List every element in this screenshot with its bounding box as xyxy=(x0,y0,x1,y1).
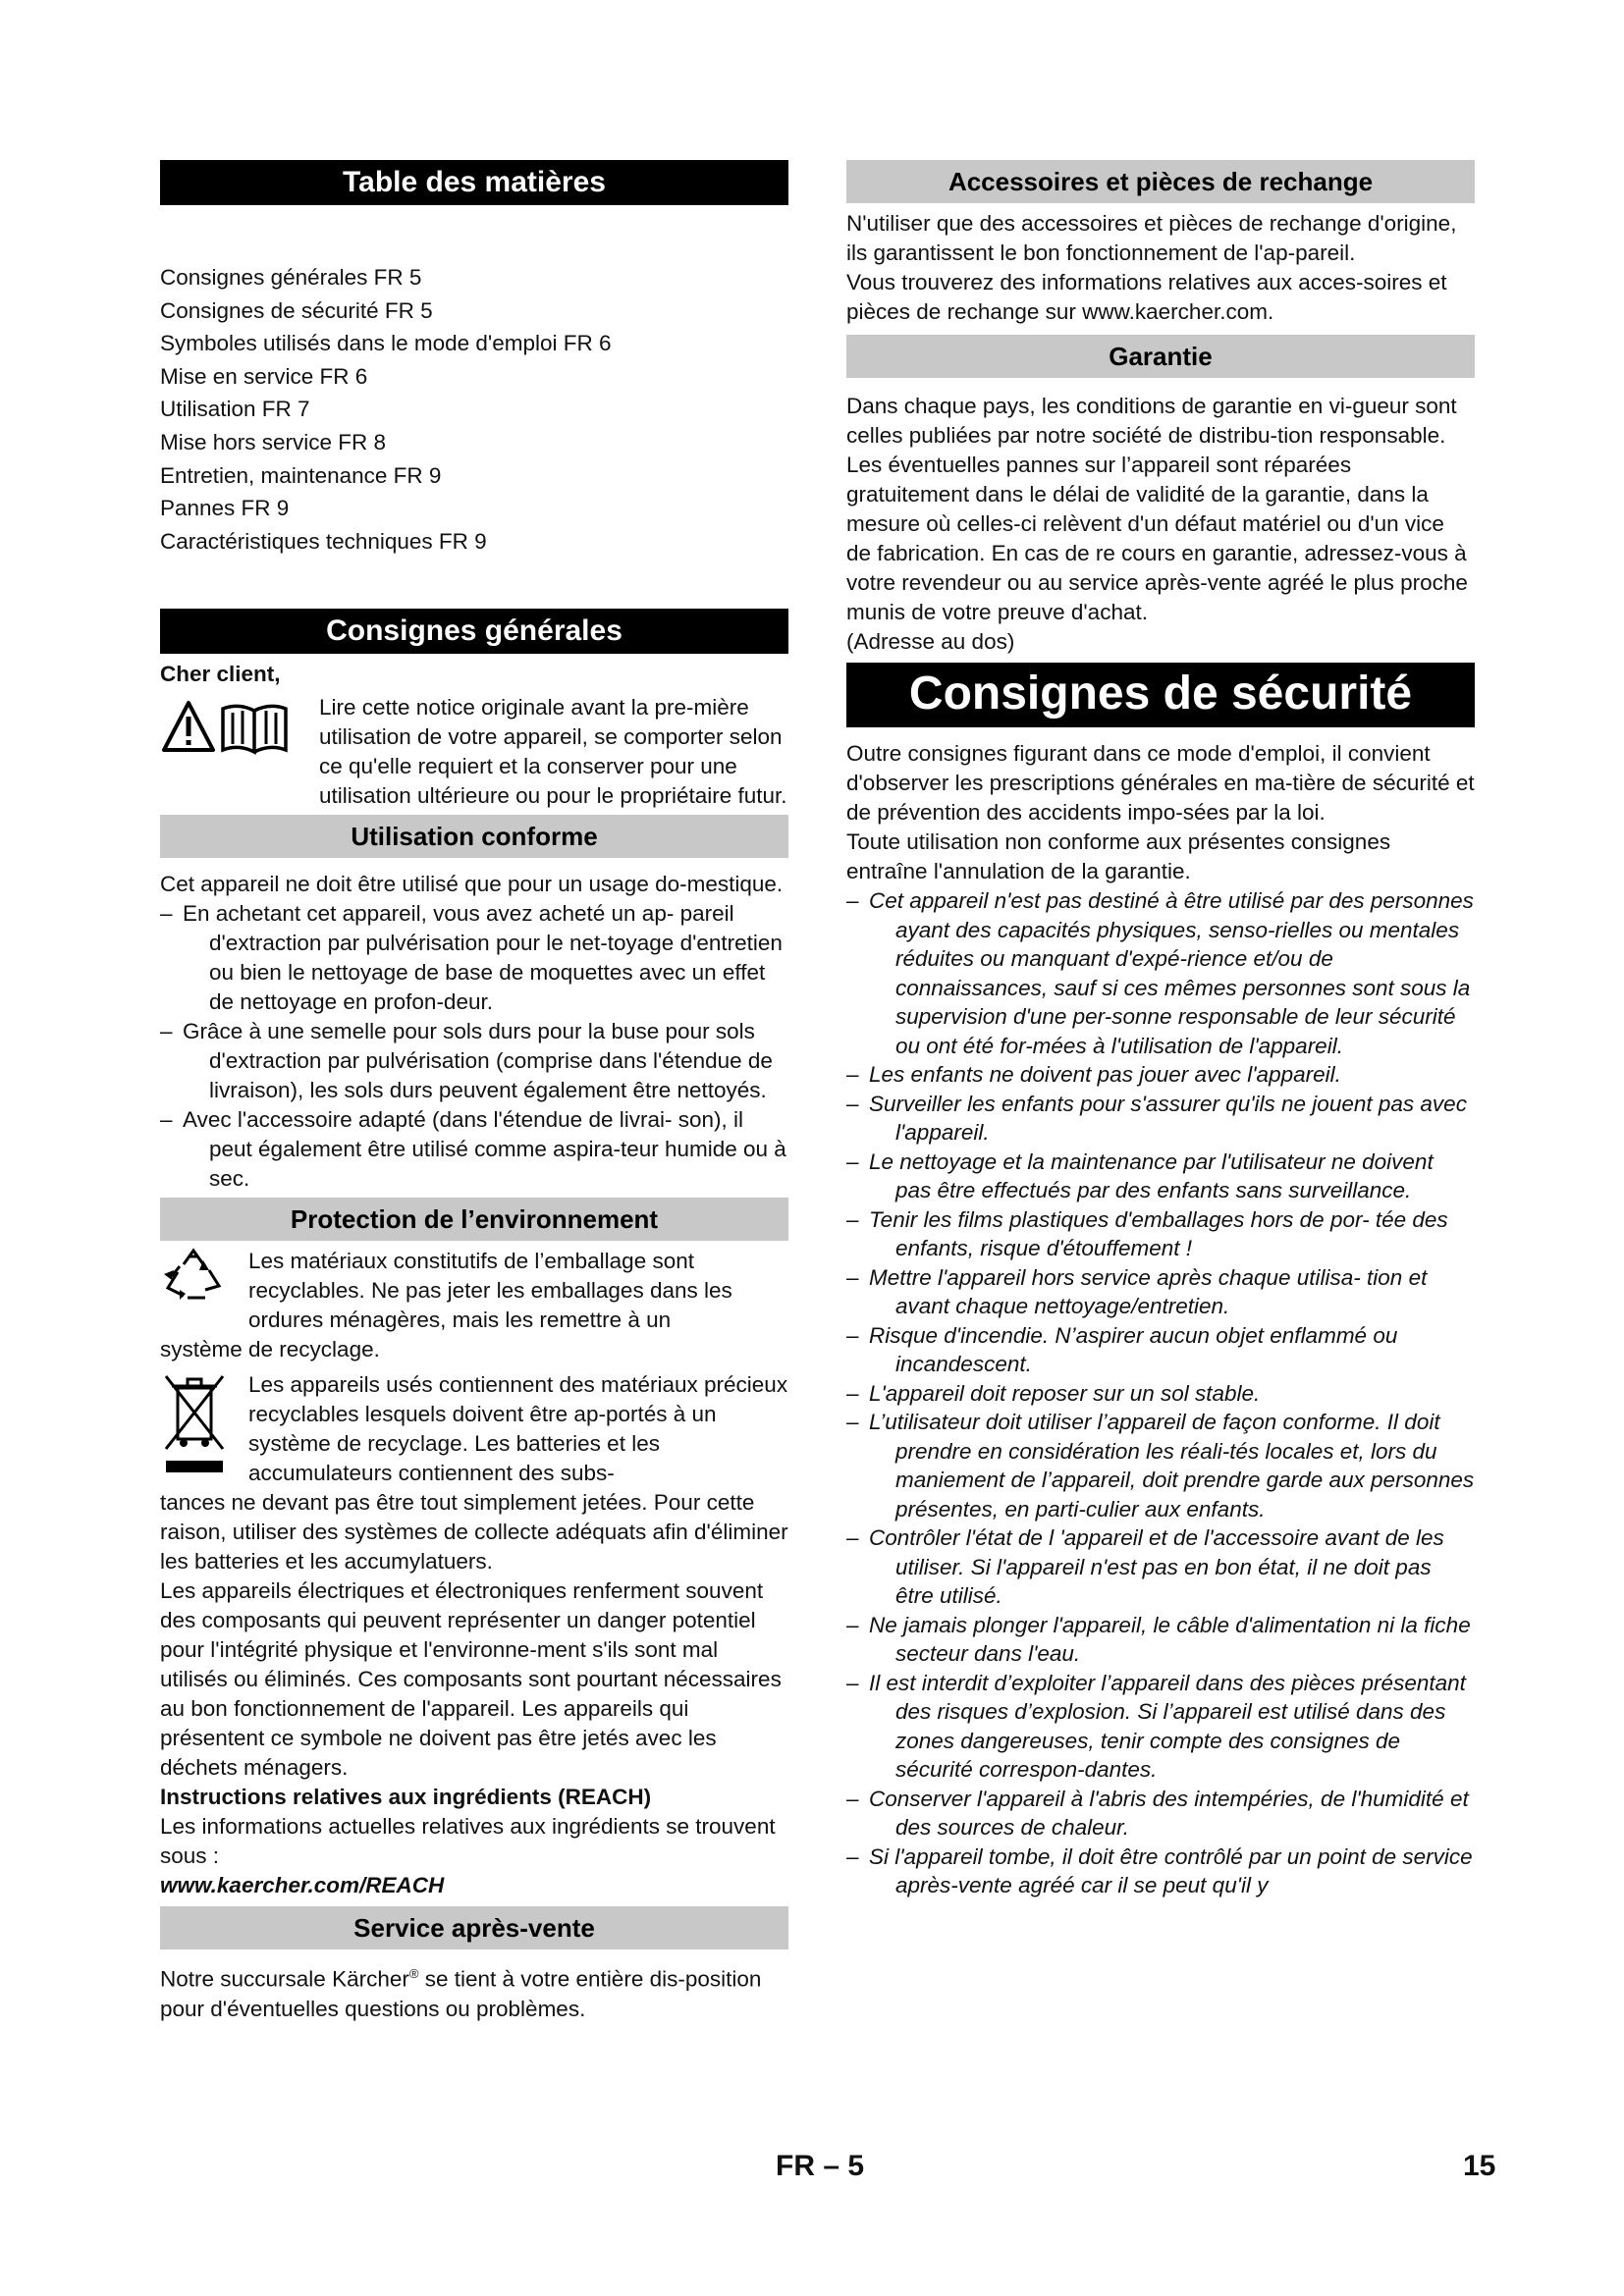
accessories-paragraph: Vous trouverez des informations relatives aux acces-soires et pièces de rechange sur www.kaercher.com. xyxy=(846,270,1447,324)
toc-item: Symboles utilisés dans le mode d'emploi FR 6 xyxy=(160,331,612,356)
page-number: 15 xyxy=(1463,2150,1496,2182)
warning-manual-icon xyxy=(160,693,319,761)
use-paragraph: Cet appareil ne doit être utilisé que pour un usage do-mestique. xyxy=(160,872,784,897)
list-item: – Grâce à une semelle pour sols durs pour la buse pour sols d'extraction par pulvérisation (comprise dans l'étendue de livraison), les sols durs peuvent également être nettoyés. xyxy=(160,1017,788,1105)
warranty-heading: Garantie xyxy=(846,335,1475,378)
list-item: – Les enfants ne doivent pas jouer avec l'appareil. xyxy=(846,1060,1475,1090)
accessories-heading: Accessoires et pièces de rechange xyxy=(846,160,1475,203)
toc-item: Consignes de sécurité FR 5 xyxy=(160,297,433,323)
list-item: – Surveiller les enfants pour s'assurer qu'ils ne jouent pas avec l'appareil. xyxy=(846,1090,1475,1148)
electronics-paragraph: Les appareils électriques et électroniques renferment souvent des composants qui peuvent représenter un danger potentiel pour l'intégrité physique et l'environne-ment s'ils sont mal utilisés ou éliminés. Ces composants sont pourtant nécessaires au bon fonctionnement de l'appareil. Les appareils qui présentent ce symbole ne doivent pas être jetés avec les déchets ménagers. xyxy=(160,1578,782,1781)
recycle-block xyxy=(160,1247,788,1335)
environment-heading: Protection de l’environnement xyxy=(160,1198,788,1241)
recycle-tail: système de recyclage. xyxy=(160,1337,380,1362)
safety-heading: Consignes de sécurité xyxy=(846,663,1475,727)
warranty-address: (Adresse au dos) xyxy=(846,629,1015,654)
toc-item: Caractéristiques techniques FR 9 xyxy=(160,528,487,554)
toc-item: Mise hors service FR 8 xyxy=(160,429,387,454)
list-item: – L’utilisateur doit utiliser l’appareil de façon conforme. Il doit prendre en considération les réali-tés locales et, lors du maniement de l’appareil, doit prendre garde aux personnes présentes, en parti-culier aux enfants. xyxy=(846,1408,1475,1523)
recycle-icon xyxy=(160,1247,248,1310)
crossed-bin-icon xyxy=(160,1370,248,1483)
list-item: – Ne jamais plonger l'appareil, le câble d'alimentation ni la fiche secteur dans l'eau. xyxy=(846,1611,1475,1669)
general-intro xyxy=(160,693,788,811)
list-item: – Conserver l'appareil à l'abris des intempéries, de l'humidité et des sources de chaleur. xyxy=(846,1785,1475,1842)
right-column xyxy=(846,160,1475,1900)
warranty-paragraph: Dans chaque pays, les conditions de garantie en vi-gueur sont celles publiées par notre société de distribu-tion responsable. Les éventuelles pannes sur l’appareil sont réparées gratuitement dans le délai de validité de la garantie, dans la mesure où celles-ci relèvent d'un défaut matériel ou d'un vice de fabrication. En cas de re cours en garantie, adressez-vous à votre revendeur ou au service après-vente agréé le plus proche munis de votre preuve d'achat. xyxy=(846,394,1468,624)
list-item: – Le nettoyage et la maintenance par l'utilisateur ne doivent pas être effectués par des enfants sans surveillance. xyxy=(846,1148,1475,1205)
weee-text: Les appareils usés contiennent des matériaux précieux recyclables lesquels doivent être ap-portés à un système de recyclage. Les batteries et les accumulateurs contiennent des subs- xyxy=(248,1372,788,1486)
toc-item: Entretien, maintenance FR 9 xyxy=(160,462,442,488)
service-heading: Service après-vente xyxy=(160,1906,788,1949)
toc-list xyxy=(160,261,788,558)
reach-link[interactable]: www.kaercher.com/REACH xyxy=(160,1873,445,1898)
list-item: – Avec l'accessoire adapté (dans l'étendue de livrai- son), il peut également être utilisé comme aspira-teur humide ou à sec. xyxy=(160,1105,788,1194)
weee-tail: tances ne devant pas être tout simplement jetées. Pour cette raison, utiliser des systèmes de collecte adéquats afin d'éliminer les batteries et les accumylatuers. xyxy=(160,1490,788,1575)
accessories-paragraph: N'utiliser que des accessoires et pièces de rechange d'origine, ils garantissent le bon fonctionnement de l'ap-pareil. xyxy=(846,211,1457,265)
list-item: – Si l'appareil tombe, il doit être contrôlé par un point de service après-vente agréé car il se peut qu'il y xyxy=(846,1842,1475,1900)
toc-heading: Table des matières xyxy=(160,160,788,205)
toc-item: Pannes FR 9 xyxy=(160,496,290,521)
section-label: FR – 5 xyxy=(776,2150,865,2182)
list-item: – Il est interdit d’exploiter l’appareil dans des pièces présentant des risques d’explosion. Si l’appareil est utilisé dans des zones dangereuses, tenir compte des consignes de sécurité correspon-dantes. xyxy=(846,1669,1475,1785)
toc-item: Utilisation FR 7 xyxy=(160,397,310,422)
reach-title: Instructions relatives aux ingrédients (REACH) xyxy=(160,1785,652,1810)
general-heading: Consignes générales xyxy=(160,609,788,654)
safety-list xyxy=(846,886,1475,1900)
safety-paragraph: Toute utilisation non conforme aux présentes consignes entraîne l'annulation de la garantie. xyxy=(846,829,1391,883)
use-heading: Utilisation conforme xyxy=(160,815,788,858)
toc-item: Consignes générales FR 5 xyxy=(160,265,422,290)
safety-paragraph: Outre consignes figurant dans ce mode d'emploi, il convient d'observer les prescriptions générales en ma-tière de sécurité et de prévention des accidents impo-sées par la loi. xyxy=(846,741,1475,825)
left-column xyxy=(160,160,788,2024)
intro-text: Lire cette notice originale avant la pre-mière utilisation de votre appareil, se comporter selon ce qu'elle requiert et la conserver pour une utilisation ultérieure ou pour le propriétaire futur. xyxy=(319,695,787,809)
list-item: – Cet appareil n'est pas destiné à être utilisé par des personnes ayant des capacités physiques, senso-rielles ou mentales réduites ou manquant d'expé-rience et/ou de connaissances, sauf si ces mêmes personnes sont sous la supervision d'une per-sonne responsable de leur sécurité ou ont été for-mées à l'utilisation de l'appareil. xyxy=(846,886,1475,1060)
toc-item: Mise en service FR 6 xyxy=(160,363,368,389)
greeting: Cher client, xyxy=(160,662,281,687)
list-item: – Risque d'incendie. N’aspirer aucun objet enflammé ou incandescent. xyxy=(846,1321,1475,1379)
list-item: – Contrôler l'état de l 'appareil et de l'accessoire avant de les utiliser. Si l'appareil n'est pas en bon état, il ne doit pas être utilisé. xyxy=(846,1523,1475,1611)
list-item: – Mettre l'appareil hors service après chaque utilisa- tion et avant chaque nettoyage/entretien. xyxy=(846,1263,1475,1321)
weee-block xyxy=(160,1370,788,1488)
list-item: – En achetant cet appareil, vous avez acheté un ap- pareil d'extraction par pulvérisation pour le net-toyage d'entretien ou bien le nettoyage de base de moquettes avec un effet de nettoyage en profon-deur. xyxy=(160,899,788,1017)
service-text: Notre succursale Kärcher® se tient à votre entière dis-position pour d'éventuelles questions ou problèmes. xyxy=(160,1966,762,2021)
recycle-text: Les matériaux constitutifs de l’emballage sont recyclables. Ne pas jeter les emballages dans les ordures ménagères, mais les remettre à un xyxy=(248,1249,732,1333)
reach-text: Les informations actuelles relatives aux ingrédients se trouvent sous : xyxy=(160,1814,776,1869)
list-item: – Tenir les films plastiques d'emballages hors de por- tée des enfants, risque d'étouffement ! xyxy=(846,1205,1475,1263)
use-list xyxy=(160,899,788,1194)
list-item: – L'appareil doit reposer sur un sol stable. xyxy=(846,1379,1475,1409)
